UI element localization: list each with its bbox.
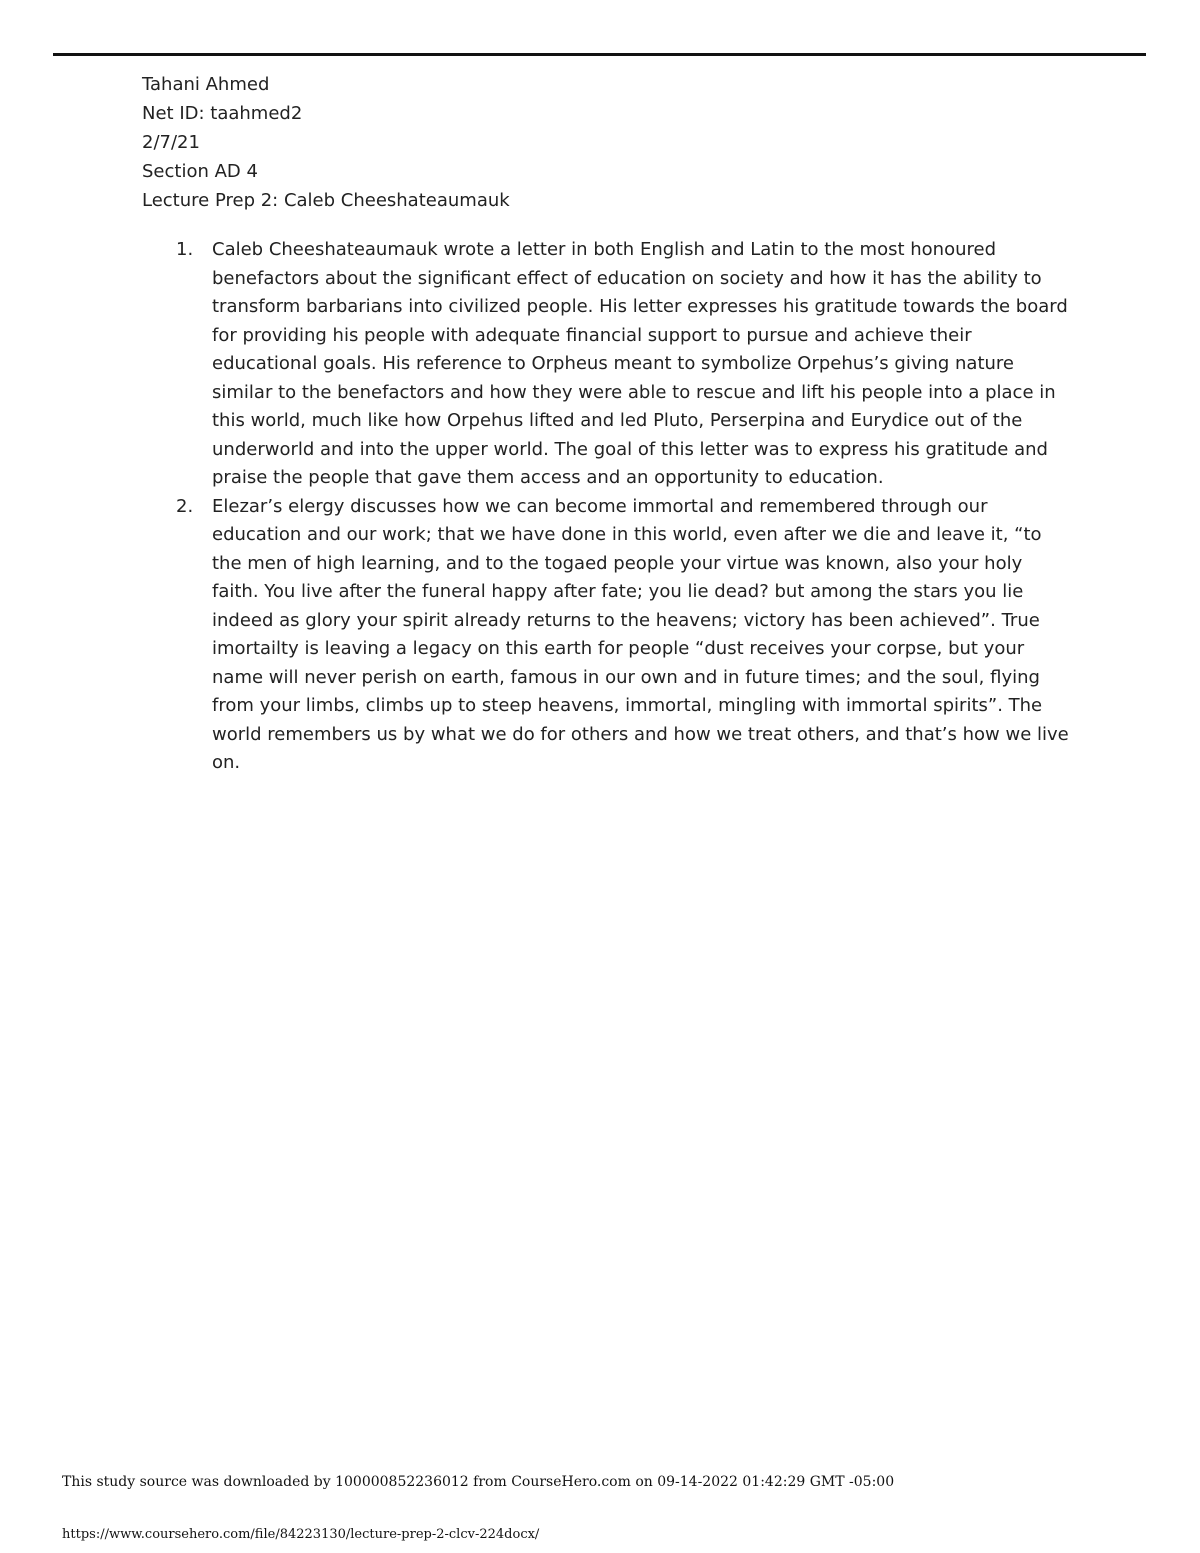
- answer-text: Caleb Cheeshateaumauk wrote a letter in both English and Latin to the most honoured benefactors about the significant effect of education on society and how it has the ability to transform barbarians into civilized people. His letter expresses his gratitude towards the board for providing his people with adequate financial support to pursue and achieve their educational goals. His reference to Orpheus meant to symbolize Orpehus’s giving nature similar to the benefactors and how they were able to rescue and lift his people into a place in this world, much like how Orpehus lifted and led Pluto, Perserpina and Eurydice out of the underworld and into the upper world. The goal of this letter was to express his gratitude and praise the people that gave them access and an opportunity to education.: [212, 239, 1068, 488]
- answer-list: [142, 236, 1072, 778]
- answer-text: Elezar’s elergy discusses how we can become immortal and remembered through our education and our work; that we have done in this world, even after we die and leave it, “to the men of high learning, and to the togaed people your virtue was known, also your holy faith. You live after the funeral happy after fate; you lie dead? but among the stars you lie indeed as glory your spirit already returns to the heavens; victory has been achieved”. True imortailty is leaving a legacy on this earth for people “dust receives your corpse, but your name will never perish on earth, famous in our own and in future times; and the soul, flying from your limbs, climbs up to steep heavens, immortal, mingling with immortal spirits”. The world remembers us by what we do for others and how we treat others, and that’s how we live on.: [212, 495, 1069, 773]
- document-date: 2/7/21: [142, 132, 200, 153]
- download-source-note: This study source was downloaded by 100000852236012 from CourseHero.com on 09-14-2022 01:42:29 GMT -05:00: [62, 1474, 895, 1490]
- net-id: Net ID: taahmed2: [142, 103, 303, 124]
- section-label: Section AD 4: [142, 161, 258, 182]
- answer-number: 1.: [176, 239, 194, 260]
- source-url: https://www.coursehero.com/file/84223130/lecture-prep-2-clcv-224docx/: [62, 1527, 540, 1542]
- answer-number: 2.: [176, 495, 194, 517]
- top-rule: [53, 53, 1146, 56]
- answer-item-1: [142, 236, 1072, 493]
- author-name: Tahani Ahmed: [142, 74, 270, 95]
- answer-item-2: [142, 493, 1072, 778]
- document-title: Lecture Prep 2: Caleb Cheeshateaumauk: [142, 190, 510, 211]
- document-header: [142, 70, 1102, 215]
